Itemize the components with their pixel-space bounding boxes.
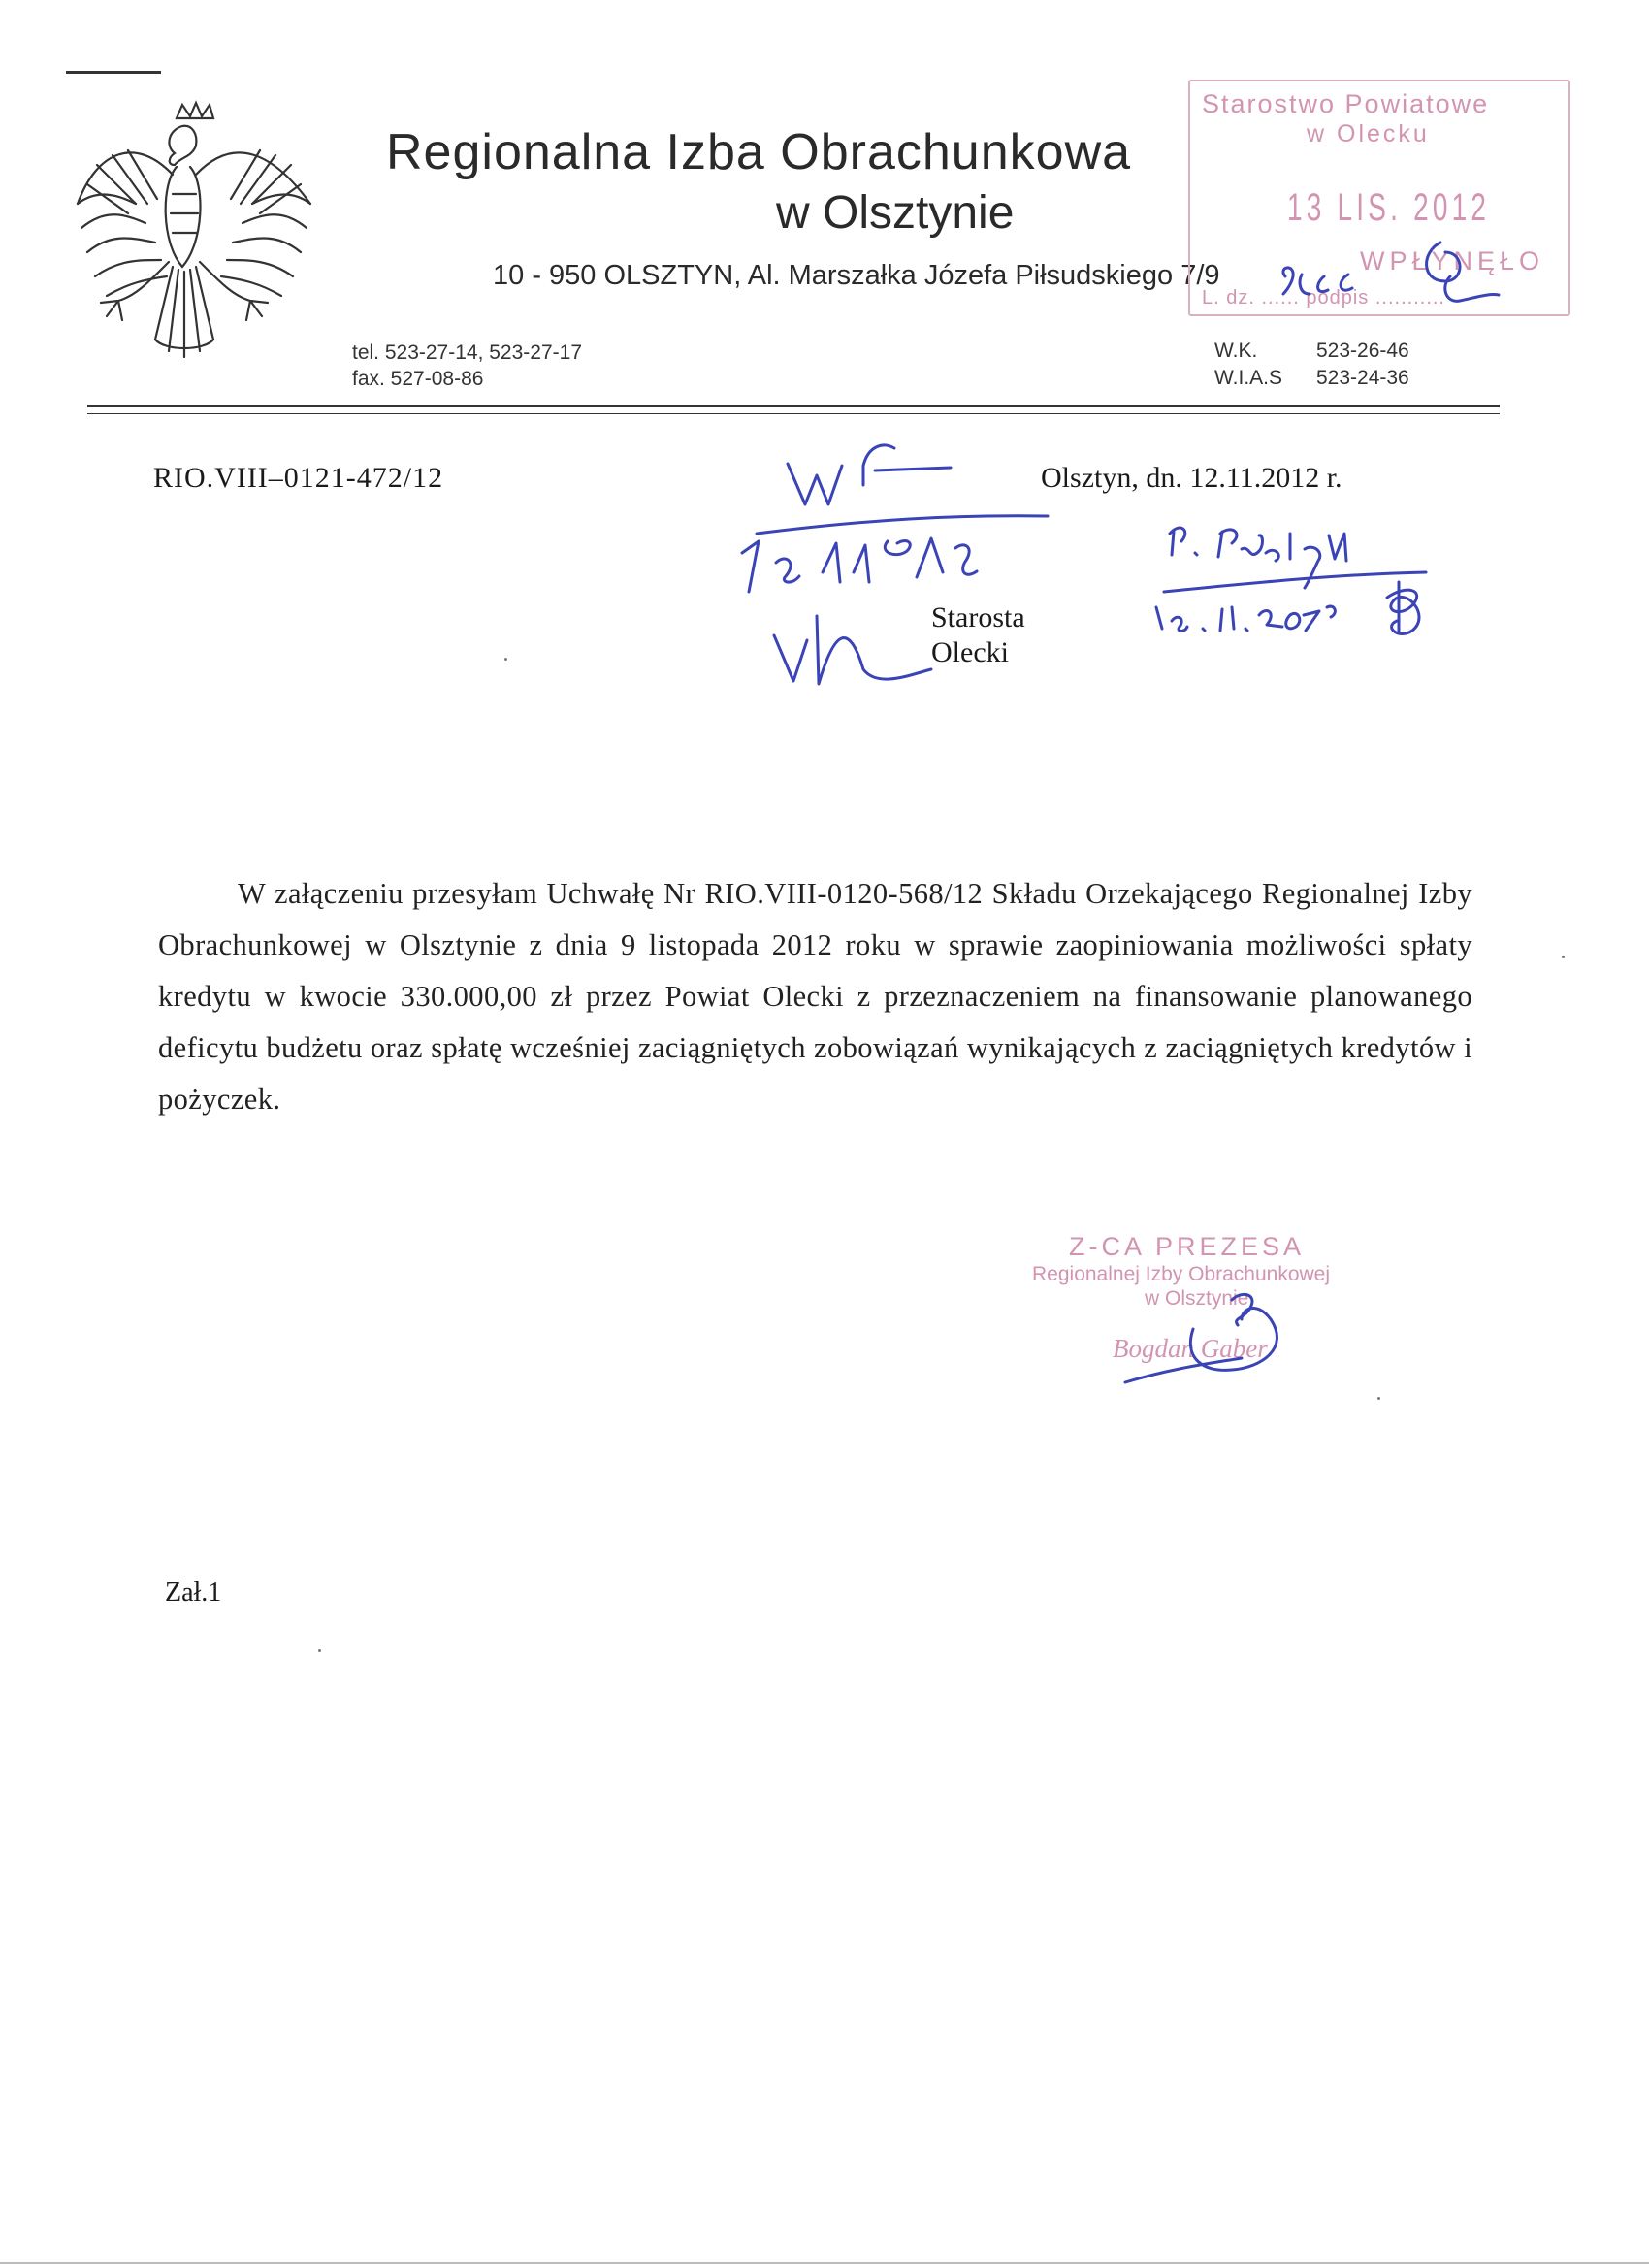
signatory-city: w Olsztynie xyxy=(1145,1287,1249,1310)
wk-label: W.K. xyxy=(1214,340,1258,362)
top-rule xyxy=(66,71,161,74)
signatory-name: Bogdan Gaber xyxy=(1113,1334,1268,1363)
telephone-numbers: tel. 523-27-14, 523-27-17 xyxy=(352,341,582,364)
header-rule-thin xyxy=(87,413,1500,414)
fax-number: fax. 527-08-86 xyxy=(352,368,484,390)
recipient-title: Starosta xyxy=(931,601,1025,633)
scan-edge xyxy=(0,2262,1649,2264)
organization-city: w Olsztynie xyxy=(776,187,1015,239)
attachment-note: Zał.1 xyxy=(165,1577,222,1607)
scan-speck xyxy=(504,658,507,661)
handwritten-annotation-left xyxy=(718,427,1086,698)
stamp-town: w Olecku xyxy=(1307,120,1430,147)
handwritten-signature xyxy=(1096,1280,1387,1387)
organization-name: Regionalna Izba Obrachunkowa xyxy=(386,124,1132,180)
scan-speck xyxy=(1562,956,1565,958)
wias-label: W.I.A.S xyxy=(1214,367,1283,389)
reference-number: RIO.VIII–0121-472/12 xyxy=(153,462,444,494)
letter-body-text: W załączeniu przesyłam Uchwałę Nr RIO.VIII-0120-568/12 Składu Orzekającego Regionalnej Izby Obrachunkowej w Olsztynie z dnia 9 listopada 2012 roku w sprawie zaopiniowania możliwości spłaty kredytu w kwocie 330.000,00 zł przez Powiat Olecki z przeznaczeniem na finansowanie planowanego deficytu budżetu oraz spłatę wcześniej zaciągniętych zobowiązań wynikających z zaciągniętych kredytów i pożyczek. xyxy=(158,877,1472,1116)
header-rule-thick xyxy=(87,405,1500,407)
wias-phone: 523-24-36 xyxy=(1316,367,1409,389)
recipient-office: Olecki xyxy=(931,636,1009,668)
scan-speck xyxy=(1377,1397,1380,1400)
organization-address: 10 - 950 OLSZTYN, Al. Marszałka Józefa Piłsudskiego 7/9 xyxy=(493,260,1220,291)
stamp-office: Starostwo Powiatowe xyxy=(1202,89,1490,118)
signatory-title: Z-CA PREZESA xyxy=(1069,1232,1306,1261)
handwritten-annotation-right xyxy=(1145,514,1455,640)
scan-speck xyxy=(318,1649,321,1652)
stamp-received: WPŁYNĘŁO xyxy=(1360,246,1545,275)
stamp-entry-line: L. dz. ...... podpis ........... xyxy=(1202,287,1445,308)
stamp-date: 13 LIS. 2012 xyxy=(1287,186,1491,229)
wk-phone: 523-26-46 xyxy=(1316,340,1409,362)
letter-date: Olsztyn, dn. 12.11.2012 r. xyxy=(1041,462,1342,494)
signatory-institution: Regionalnej Izby Obrachunkowej xyxy=(1032,1263,1331,1285)
letter-body xyxy=(158,868,1472,1125)
handwritten-registration-number xyxy=(1232,228,1571,315)
polish-eagle-emblem xyxy=(68,97,320,378)
